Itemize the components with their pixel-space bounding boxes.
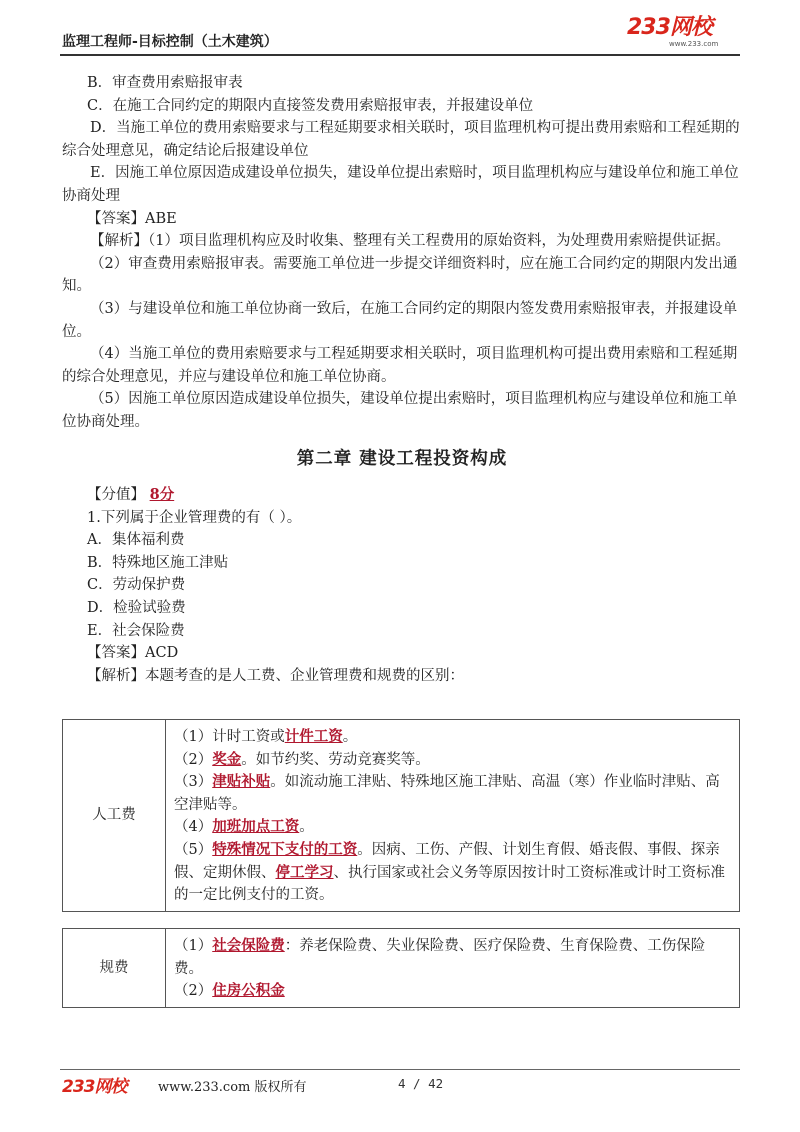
score-line <box>62 484 742 507</box>
keyword: 特殊情况下支付的工资 <box>212 840 358 858</box>
fee-item-2: （2）住房公积金 <box>174 982 285 1000</box>
analysis-para-5: （5）因施工单位原因造成建设单位损失，建设单位提出索赔时，项目监理机构应与建设单位和施工单位协商处理。 <box>62 391 738 430</box>
score-value: 8分 <box>149 486 175 504</box>
answer: 【答案】ABE <box>87 210 177 227</box>
brand-logo-url: www.233.com <box>669 40 719 48</box>
keyword: 社会保险费 <box>212 937 285 954</box>
labor-item-4: （4）加班加点工资。 <box>174 818 314 836</box>
question-option-a: A．集体福利费 <box>87 532 185 549</box>
table-row <box>63 929 740 1008</box>
labor-item-3: （3）津贴补贴。如流动施工津贴、特殊地区施工津贴、高温（寒）作业临时津贴、高空津贴等。 <box>174 773 720 813</box>
keyword: 计件工资 <box>284 728 343 745</box>
labor-cost-table <box>62 719 740 912</box>
keyword: 住房公积金 <box>212 982 285 1000</box>
labor-cost-details <box>166 720 740 912</box>
header-divider <box>60 54 740 56</box>
statutory-fee-details <box>166 929 740 1008</box>
question-answer: 【答案】ACD <box>87 645 179 662</box>
document-header-title: 监理工程师-目标控制（土木建筑） <box>62 34 278 50</box>
analysis-para-2: （2）审查费用索赔报审表。需要施工单位进一步提交详细资料时，应在施工合同约定的期限内发出通知。 <box>62 255 738 295</box>
chapter-heading: 第二章 建设工程投资构成 <box>296 448 508 469</box>
option-e: E．因施工单位原因造成建设单位损失，建设单位提出索赔时，项目监理机构应与建设单位和施工单位协商处理 <box>62 165 739 204</box>
statutory-fee-label: 规费 <box>63 929 166 1008</box>
page-content <box>62 72 742 687</box>
option-c: C．在施工合同约定的期限内直接签发费用索赔报审表，并报建设单位 <box>87 97 534 114</box>
question-option-b: B．特殊地区施工津贴 <box>87 554 229 571</box>
option-d: D．当施工单位的费用索赔要求与工程延期要求相关联时，项目监理机构可提出费用索赔和工程延期的综合处理意见，确定结论后报建设单位 <box>62 120 740 159</box>
analysis-para-4: （4）当施工单位的费用索赔要求与工程延期要求相关联时，项目监理机构可提出费用索赔和工程延期的综合处理意见，并应与建设单位和施工单位协商。 <box>62 346 738 385</box>
page-number: 4 / 42 <box>398 1076 444 1091</box>
brand-logo <box>627 16 737 52</box>
keyword: 奖金 <box>212 750 242 768</box>
statutory-fee-table <box>62 928 740 1008</box>
question-option-e: E．社会保险费 <box>87 622 185 639</box>
brand-logo-text: 233网校 <box>627 15 712 40</box>
footer-logo: 233网校 <box>62 1077 127 1097</box>
table-row <box>63 720 740 912</box>
score-label: 【分值】 <box>87 487 145 504</box>
question-analysis: 【解析】本题考查的是人工费、企业管理费和规费的区别： <box>87 667 464 684</box>
question-stem: 1.下列属于企业管理费的有（ ）。 <box>87 509 302 526</box>
labor-item-2: （2）奖金。如节约奖、劳动竞赛奖等。 <box>174 750 430 768</box>
analysis-para-1: 【解析】（1）项目监理机构应及时收集、整理有关工程费用的原始资料，为处理费用索赔提供证据。 <box>90 233 730 250</box>
footer-divider <box>60 1069 740 1070</box>
keyword: 津贴补贴 <box>212 773 271 791</box>
labor-cost-label: 人工费 <box>63 720 166 912</box>
labor-item-1: （1）计时工资或计件工资。 <box>174 728 358 745</box>
analysis-para-3: （3）与建设单位和施工单位协商一致后，在施工合同约定的期限内签发费用索赔报审表，并报建设单位。 <box>62 300 738 340</box>
keyword: 加班加点工资 <box>212 818 300 836</box>
question-option-d: D．检验试验费 <box>87 600 186 617</box>
fee-item-1: （1）社会保险费：养老保险费、失业保险费、医疗保险费、生育保险费、工伤保险费。 <box>174 937 706 977</box>
labor-item-5: （5）特殊情况下支付的工资。因病、工伤、产假、计划生育假、婚丧假、事假、探亲假、定期休假、停工学习、执行国家或社会义务等原因按计时工资标准或计时工资标准的一定比例支付的工资。 <box>174 840 725 904</box>
question-option-c: C．劳动保护费 <box>87 577 186 594</box>
footer-copyright: www.233.com 版权所有 <box>158 1080 307 1095</box>
keyword: 停工学习 <box>275 863 334 881</box>
option-b: B．审查费用索赔报审表 <box>87 75 243 91</box>
